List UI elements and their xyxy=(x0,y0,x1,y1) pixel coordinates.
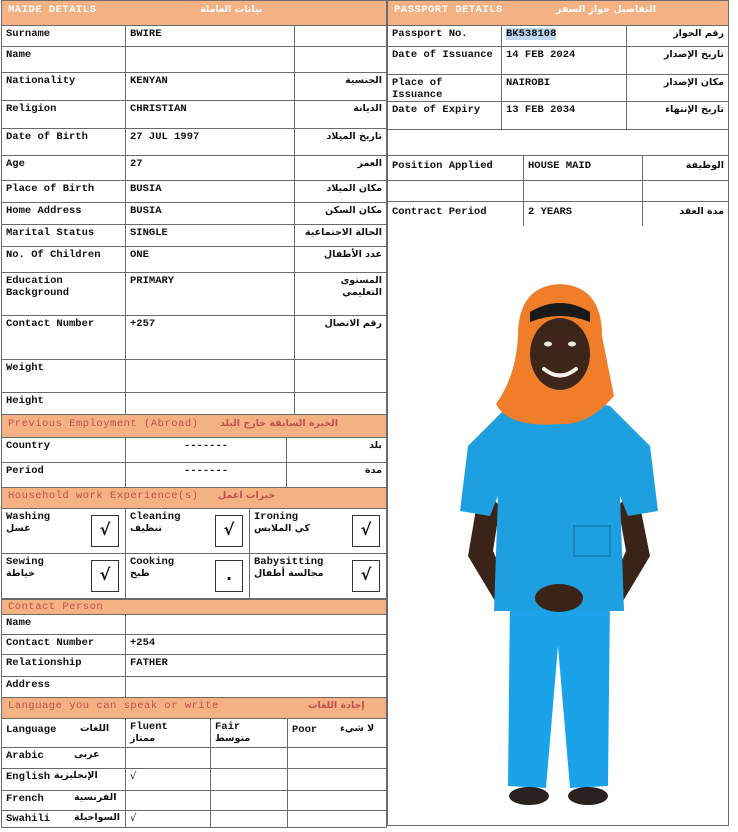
right-shoe xyxy=(568,787,608,805)
prev-employment-value: ------- xyxy=(125,462,287,488)
passport-row-label-ar: رقم الجواز xyxy=(626,25,729,47)
language-row-arabic xyxy=(1,747,126,769)
lang-col-poor xyxy=(287,718,387,748)
passport-row-value xyxy=(501,46,627,75)
maide-row-value: PRIMARY xyxy=(125,272,295,316)
maide-row-label: Place of Birth xyxy=(1,180,126,203)
maide-row-value: ONE xyxy=(125,246,295,273)
language-fluent-mark: √ xyxy=(125,810,211,828)
contact-person-value: FATHER xyxy=(125,654,387,677)
contact-person-label: Contact Number xyxy=(1,634,126,655)
contact-person-label: Address xyxy=(1,676,126,698)
passport-row-label: Passport No. xyxy=(387,25,502,47)
language-name: Arabic xyxy=(6,750,44,762)
contact-person-label: Relationship xyxy=(1,654,126,677)
passport-details-title: PASSPORT DETAILS xyxy=(394,4,503,16)
maide-details-header xyxy=(1,0,387,26)
household-skill-label: Babysitting xyxy=(254,556,324,568)
prev-employment-value: ------- xyxy=(125,437,287,463)
maide-row-label: Height xyxy=(1,392,126,415)
left-shoe xyxy=(509,787,549,805)
household-skill-checkbox[interactable]: √ xyxy=(215,515,243,547)
position-label: Position Applied xyxy=(387,155,524,181)
language-fluent-mark: √ xyxy=(125,768,211,791)
language-name: Swahili xyxy=(6,813,51,825)
maide-row-value: KENYAN xyxy=(125,72,295,101)
household-skill-label: Ironing xyxy=(254,511,299,523)
maide-row-label-ar xyxy=(294,359,387,393)
contact-person-label: Name xyxy=(1,614,126,635)
household-skill-cleaning xyxy=(125,508,250,554)
language-name-ar: الفرنسية xyxy=(74,792,117,803)
maide-row-label-ar xyxy=(294,46,387,73)
passport-blank-row xyxy=(387,129,729,156)
maide-row-label: Weight xyxy=(1,359,126,393)
previous-employment-header xyxy=(1,414,387,438)
maide-row-label-ar: العمر xyxy=(294,155,387,181)
household-skill-label: Cooking xyxy=(130,556,175,568)
language-row-french xyxy=(1,790,126,811)
household-skill-checkbox[interactable]: √ xyxy=(91,560,119,592)
language-name-ar: الإنجليزية xyxy=(54,770,98,781)
household-title: Household work Experience(s) xyxy=(8,490,199,502)
passport-row-value xyxy=(501,25,627,47)
household-skill-label-ar: طبخ xyxy=(130,568,150,579)
household-skill-checkbox[interactable]: √ xyxy=(352,515,380,547)
maide-row-value: BWIRE xyxy=(125,25,295,47)
household-skill-checkbox[interactable]: √ xyxy=(352,560,380,592)
contract-label: Contract Period xyxy=(387,201,524,227)
prev-employment-label: Country xyxy=(1,437,126,463)
face xyxy=(530,318,590,390)
household-skill-sewing xyxy=(1,553,126,599)
maide-row-label: Surname xyxy=(1,25,126,47)
position-blank-2 xyxy=(523,180,643,202)
maide-row-value: SINGLE xyxy=(125,224,295,247)
lang-col-fair-ar: متوسط xyxy=(215,733,251,744)
maide-row-label: Contact Number xyxy=(1,315,126,360)
household-skill-cooking xyxy=(125,553,250,599)
maide-row-value: 27 xyxy=(125,155,295,181)
household-skill-label: Sewing xyxy=(6,556,44,568)
language-name-ar: السواحيلة xyxy=(74,812,121,823)
maide-details-title: MAIDE DETAILS xyxy=(8,4,97,16)
household-skill-label-ar: خياطة xyxy=(6,568,36,579)
maide-row-label: Religion xyxy=(1,100,126,129)
maide-row-label-ar: الحالة الاجتماعية xyxy=(294,224,387,247)
previous-employment-title-ar: الخبرة السابقة خارج البلد xyxy=(220,418,339,429)
maide-row-label-ar xyxy=(294,392,387,415)
maide-row-label-ar: رقم الاتصال xyxy=(294,315,387,360)
maide-row-value: +257 xyxy=(125,315,295,360)
household-skill-label-ar: كي الملابس xyxy=(254,523,310,534)
passport-row-label: Date of Expiry xyxy=(387,101,502,130)
passport-row-value-text: NAIROBI xyxy=(506,77,551,89)
maide-row-label-ar: المستوى التعليمي xyxy=(294,272,387,316)
contact-person-value: +254 xyxy=(125,634,387,655)
contact-person-value xyxy=(125,676,387,698)
household-skill-babysitting xyxy=(249,553,387,599)
language-fluent-mark xyxy=(125,747,211,769)
maide-row-value xyxy=(125,46,295,73)
maide-row-label-ar: الديانة xyxy=(294,100,387,129)
lang-col-fair xyxy=(210,718,288,748)
language-name: French xyxy=(6,793,44,805)
maide-row-label-ar xyxy=(294,25,387,47)
language-fair-mark xyxy=(210,810,288,828)
maide-row-value xyxy=(125,359,295,393)
maide-row-label: Name xyxy=(1,46,126,73)
household-skill-label: Cleaning xyxy=(130,511,181,523)
maide-row-label-ar: عدد الأطفال xyxy=(294,246,387,273)
language-poor-mark xyxy=(287,810,387,828)
maid-photo xyxy=(388,226,728,824)
maide-row-value: 27 JUL 1997 xyxy=(125,128,295,156)
language-name-ar: عربى xyxy=(74,749,100,760)
language-poor-mark xyxy=(287,747,387,769)
language-fluent-mark xyxy=(125,790,211,811)
position-blank-1 xyxy=(387,180,524,202)
household-title-ar: خبرات اعمل xyxy=(218,490,276,501)
household-skill-label: Washing xyxy=(6,511,51,523)
maide-details-title-ar: بيانات العاملة xyxy=(200,4,263,15)
contract-label-ar: مدة العقد xyxy=(642,201,729,227)
maide-row-label-ar: مكان الميلاد xyxy=(294,180,387,203)
language-poor-mark xyxy=(287,790,387,811)
languages-header xyxy=(1,697,387,719)
maide-row-label: No. Of Children xyxy=(1,246,126,273)
languages-title-ar: إجادة اللغات xyxy=(308,700,365,711)
maide-row-label: Age xyxy=(1,155,126,181)
lang-col-poor-ar: لا شيء xyxy=(340,723,375,734)
passport-row-label-ar: مكان الإصدار xyxy=(626,74,729,102)
passport-row-value xyxy=(501,101,627,130)
maide-row-label: Date of Birth xyxy=(1,128,126,156)
maide-row-label-ar: تاريخ الميلاد xyxy=(294,128,387,156)
household-skill-checkbox[interactable]: √ xyxy=(91,515,119,547)
maide-row-value xyxy=(125,392,295,415)
trousers xyxy=(508,596,610,788)
household-skill-washing xyxy=(1,508,126,554)
maide-row-label-ar: مكان السكن xyxy=(294,202,387,225)
left-eye xyxy=(544,342,552,347)
lang-col-fluent-ar: ممتاز xyxy=(130,733,156,744)
language-fair-mark xyxy=(210,790,288,811)
language-poor-mark xyxy=(287,768,387,791)
passport-row-value xyxy=(501,74,627,102)
household-skill-ironing xyxy=(249,508,387,554)
prev-employment-label-ar: مدة xyxy=(286,462,387,488)
language-fair-mark xyxy=(210,747,288,769)
passport-details-header xyxy=(387,0,729,26)
language-name: English xyxy=(6,771,51,783)
previous-employment-title: Previous Employment (Abroad) xyxy=(8,418,199,430)
household-skill-checkbox[interactable]: . xyxy=(215,560,243,592)
lang-col-language-ar: اللغات xyxy=(80,723,110,734)
passport-details-title-ar: التفاصيل جواز السفر xyxy=(556,4,657,15)
passport-row-label: Date of Issuance xyxy=(387,46,502,75)
maide-row-label: Education Background xyxy=(1,272,126,316)
contact-person-header xyxy=(1,599,387,615)
household-skill-label-ar: مجالسة أطفال xyxy=(254,568,324,579)
passport-number-highlight: BK538108 xyxy=(506,28,557,40)
lang-col-fair-en: Fair xyxy=(215,721,241,733)
household-skill-label-ar: غسل xyxy=(6,523,31,534)
prev-employment-label-ar: بلد xyxy=(286,437,387,463)
contact-person-title: Contact Person xyxy=(8,601,104,613)
contact-person-value xyxy=(125,614,387,635)
lang-col-fluent xyxy=(125,718,211,748)
passport-row-label-ar: تاريخ الإنتهاء xyxy=(626,101,729,130)
household-header xyxy=(1,487,387,509)
household-skill-label-ar: تنظيف xyxy=(130,523,162,534)
language-row-english xyxy=(1,768,126,791)
maide-row-value: BUSIA xyxy=(125,202,295,225)
maide-row-label: Marital Status xyxy=(1,224,126,247)
right-eye xyxy=(568,342,576,347)
hands xyxy=(535,584,583,612)
language-row-swahili xyxy=(1,810,126,828)
prev-employment-label: Period xyxy=(1,462,126,488)
passport-row-value-text: 13 FEB 2034 xyxy=(506,104,576,116)
lang-col-language xyxy=(1,718,126,748)
position-value: HOUSE MAID xyxy=(523,155,643,181)
passport-row-value-text: 14 FEB 2024 xyxy=(506,49,576,61)
position-blank-3 xyxy=(642,180,729,202)
position-label-ar: الوظيفة xyxy=(642,155,729,181)
maide-row-label: Home Address xyxy=(1,202,126,225)
language-fair-mark xyxy=(210,768,288,791)
passport-row-label: Place of Issuance xyxy=(387,74,502,102)
maide-row-value: BUSIA xyxy=(125,180,295,203)
lang-col-fluent-en: Fluent xyxy=(130,721,168,733)
photo-frame xyxy=(387,226,729,826)
contract-value: 2 YEARS xyxy=(523,201,643,227)
lang-col-language-en: Language xyxy=(6,724,57,736)
languages-title: Language you can speak or write xyxy=(8,700,219,712)
lang-col-poor-en: Poor xyxy=(292,724,318,736)
maide-row-label-ar: الجنسية xyxy=(294,72,387,101)
passport-row-label-ar: تاريخ الإصدار xyxy=(626,46,729,75)
maide-row-value: CHRISTIAN xyxy=(125,100,295,129)
maide-row-label: Nationality xyxy=(1,72,126,101)
